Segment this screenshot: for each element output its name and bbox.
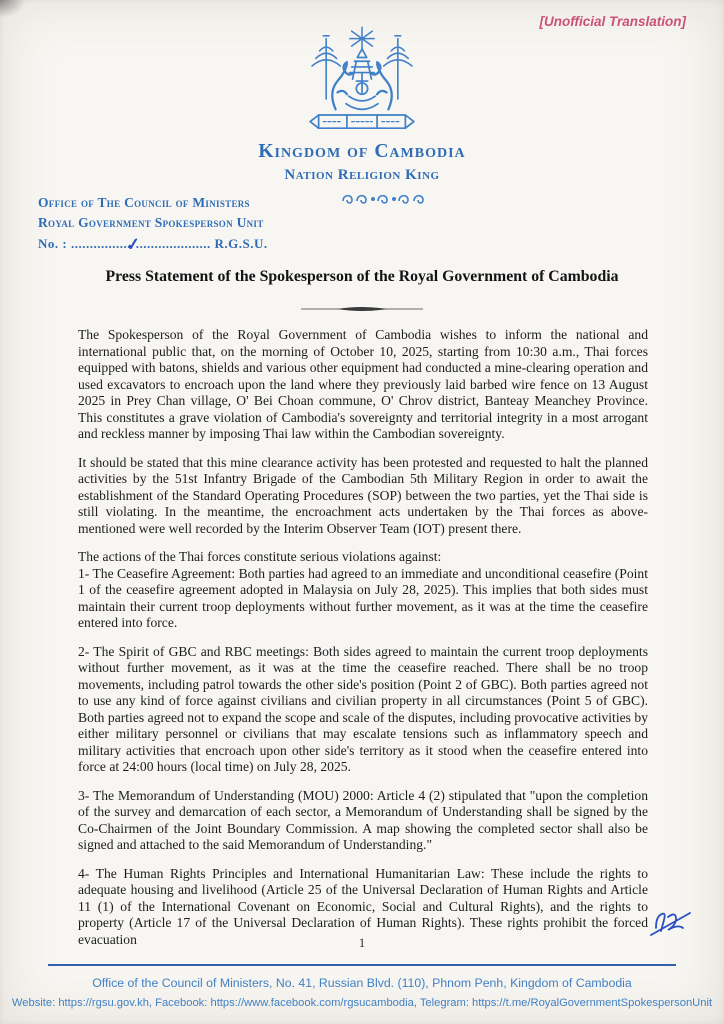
office-line-2: Royal Government Spokesperson Unit (38, 215, 264, 230)
body-paragraph: 1- The Ceasefire Agreement: Both parties had agreed to an immediate and unconditional ceasefire (Point 1 of the ceasefire agreement adopted in Malaysia on July 28, 2025). This implies that both sides must maintain their current troop deployments without further movement, as it was at the time the ceasefire entered into force. (78, 565, 648, 630)
kingdom-title: Kingdom of Cambodia (258, 141, 466, 162)
body-paragraph: 4- The Human Rights Principles and International Humanitarian Law: These include the rights to adequate housing and livelihood (Article 25 of the Universal Declaration of Human Rights and Article 11 (1) of the International Covenant on Economic, Social and Cultural Rights), and the rights to property (Article 17 of the Universal Declaration of Human Rights). These rights prohibit the forced evacuation (78, 865, 648, 947)
scan-smudge (0, 0, 26, 18)
office-line-1: Office of The Council of Ministers (38, 195, 250, 210)
reference-number-line (38, 233, 268, 253)
ref-dots: ................ (70, 236, 131, 251)
office-block (38, 193, 264, 233)
calligraphic-divider-icon (297, 301, 427, 319)
national-motto: Nation Religion King (284, 167, 440, 183)
royal-arms-icon (296, 26, 428, 143)
ref-dots: .................... (135, 236, 211, 251)
body-paragraph: The Spokesperson of the Royal Government of Cambodia wishes to inform the national and international public that, on the morning of October 10, 2025, starting from 10:30 a.m., Thai forces equipped with batons, shields and various other equipment had conducted a mine-clearing operation and used excavators to encroach upon the land where they previously laid barbed wire fence on 13 August 2025 in Prey Chan village, O' Bei Choan commune, O' Chrov district, Banteay Meanchey Province. This constitutes a grave violation of Cambodia's sovereignty and territorial integrity in a most arrogant and reckless manner by imposing Thai law within the Cambodian sovereignty. (78, 327, 648, 441)
body-paragraph: 3- The Memorandum of Understanding (MOU) 2000: Article 4 (2) stipulated that "upon the completion of the survey and demarcation of each sector, a Memorandum of Understanding shall be signed by the Co-Chairmen of the Joint Boundary Commission. A map showing the completed sector shall also be signed and attached to the said Memorandum of Understanding." (78, 787, 648, 852)
translation-note: [Unofficial Translation] (539, 14, 686, 29)
footer-links: Website: https://rgsu.gov.kh, Facebook: https://www.facebook.com/rgsucambodia, Telegram: https://t.me/RoyalGovernmentSpokespersonUnit (11, 997, 713, 1009)
statement-body (78, 327, 648, 960)
body-paragraph: The actions of the Thai forces constitute serious violations against: (78, 549, 442, 564)
ref-prefix: No. : (38, 236, 71, 251)
ref-suffix: R.G.S.U. (210, 236, 268, 251)
page-number: 1 (358, 936, 366, 950)
footer-divider (48, 964, 676, 966)
footer-address: Office of the Council of Ministers, No. 41, Russian Blvd. (110), Phnom Penh, Kingdom of Cambodia (92, 976, 632, 990)
khmer-scroll-ornament-icon (341, 191, 433, 210)
document-title: Press Statement of the Spokesperson of the Royal Government of Cambodia (105, 268, 619, 285)
body-paragraph: It should be stated that this mine clearance activity has been protested and requested to halt the planned activities by the 51st Infantry Brigade of the Cambodian 5th Military Region in order to await the establishment of the Standard Operating Procedures (SOP) between the two parties, yet the Thai side is still violating. In the meantime, the encroachment acts undertaken by the Thai forces as above-mentioned were well recorded by the Interim Observer Team (IOT) present there. (78, 454, 648, 536)
handwritten-checkmark-icon: ✓ (125, 234, 142, 255)
body-paragraph: 2- The Spirit of GBC and RBC meetings: Both sides agreed to maintain the current troop deployments without further movement, as it was at the time the ceasefire reached. There shall be no troop movements, including patrol towards the other side's position (Point 2 of GBC). Both parties agreed not to use any kind of force against civilians and civilian property in all circumstances (Point 5 of GBC). Both parties agreed not to expand the scope and scale of the disputes, including provocative activities by either military personnel or civilians that may escalate tensions such as inflammatory speech and military activities that encroach upon other side's territory as it stood when the ceasefire entered into force at 24:00 hours (local time) on July 28, 2025. (78, 643, 648, 774)
